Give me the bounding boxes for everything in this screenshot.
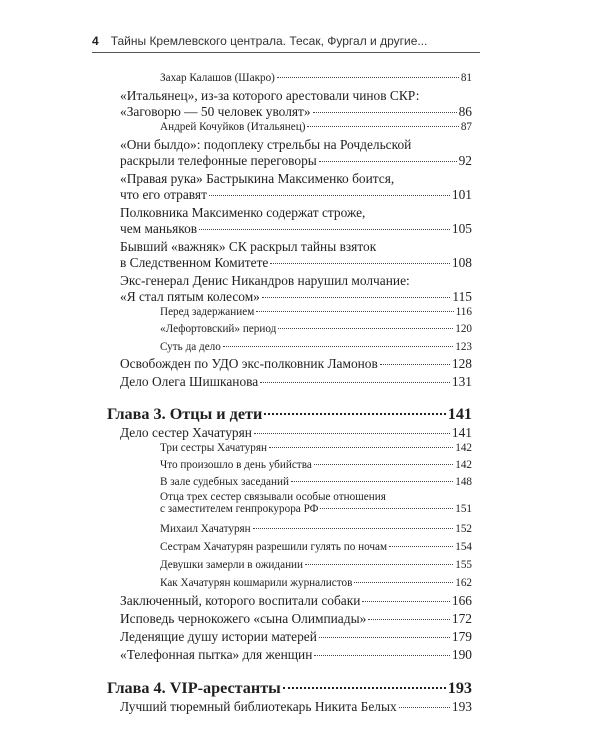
dot-leader: [320, 508, 453, 509]
toc-entry-title-line1: «Они былдо»: подоплеку стрельбы на Рочдельской: [120, 137, 412, 152]
toc-entry-title: Заключенный, которого воспитали собаки: [120, 593, 361, 608]
toc-entry-page: 120: [455, 323, 472, 335]
toc-entry[interactable]: [120, 137, 472, 169]
dot-leader: [264, 413, 445, 415]
dot-leader: [307, 126, 458, 127]
toc-entry[interactable]: [160, 306, 472, 318]
dot-leader: [314, 655, 450, 656]
toc-entry-page: 116: [455, 306, 472, 318]
toc-entry-page: 81: [460, 72, 472, 84]
dot-leader: [313, 112, 457, 113]
dot-leader: [362, 601, 450, 602]
dot-leader: [199, 229, 450, 230]
toc-entry-title: Что произошло в день убийства: [160, 459, 312, 471]
toc-entry-title-line1: Полковника Максименко содержат строже,: [120, 205, 366, 220]
toc-entry-page: 148: [455, 476, 472, 488]
dot-leader: [389, 546, 453, 547]
toc-entry[interactable]: [160, 523, 472, 535]
toc-entry-page: 87: [460, 121, 472, 133]
toc-entry-title-line1: Экс-генерал Денис Никандров нарушил молчание:: [120, 273, 410, 288]
dot-leader: [305, 564, 453, 565]
toc-entry-page: 142: [455, 442, 472, 454]
toc-entry-title: Как Хачатурян кошмарили журналистов: [160, 577, 353, 589]
toc-entry-title: раскрыли телефонные переговоры: [120, 153, 317, 168]
dot-leader: [354, 582, 453, 583]
toc-entry[interactable]: [120, 239, 472, 271]
toc-entry-page: 179: [451, 629, 472, 644]
toc-entry-title: Андрей Кочуйков (Итальянец): [160, 121, 306, 133]
toc-entry-title-line1: Отца трех сестер связывали особые отношения: [160, 491, 386, 503]
toc-entry-title: «Я стал пятым колесом»: [120, 289, 260, 304]
toc-entry-title: с заместителем генпрокурора РФ: [160, 503, 319, 515]
toc-entry[interactable]: [160, 491, 472, 515]
toc-entry-page: 86: [458, 104, 472, 119]
dot-leader: [399, 707, 450, 708]
toc-entry-page: 101: [451, 187, 472, 202]
toc-entry-title: Леденящие душу истории матерей: [120, 629, 317, 644]
toc-entry[interactable]: [160, 476, 472, 488]
toc-entry-page: 123: [455, 341, 472, 353]
toc-entry-page: 108: [451, 255, 472, 270]
dot-leader: [368, 619, 450, 620]
toc-entry[interactable]: [160, 72, 472, 84]
toc-entry[interactable]: [160, 121, 472, 133]
toc-entry[interactable]: [120, 88, 472, 120]
toc-entry-title: «Лефортовский» период: [160, 323, 277, 335]
dot-leader: [380, 364, 450, 365]
toc-entry[interactable]: [120, 699, 472, 715]
dot-leader: [278, 328, 453, 329]
toc-entry-title: «Заговорю — 50 человек уволят»: [120, 104, 311, 119]
toc-entry[interactable]: [120, 205, 472, 237]
dot-leader: [260, 382, 450, 383]
chapter-heading[interactable]: [107, 679, 472, 698]
toc-entry-title: Освобожден по УДО экс-полковник Ламонов: [120, 356, 378, 371]
toc-entry-title: в Следственном Комитете: [120, 255, 269, 270]
toc-entry[interactable]: [120, 171, 472, 203]
toc-entry-title: что его отравят: [120, 187, 207, 202]
toc-entry-title: Три сестры Хачатурян: [160, 442, 267, 454]
dot-leader: [314, 464, 453, 465]
toc-entry[interactable]: [120, 611, 472, 627]
toc-entry[interactable]: [160, 442, 472, 454]
toc-entry-title: Сестрам Хачатурян разрешили гулять по ночам: [160, 541, 388, 553]
toc-entry-page: 172: [451, 611, 472, 626]
toc-entry-page: 128: [451, 356, 472, 371]
toc-entry[interactable]: [160, 459, 472, 471]
toc-entry-title: Суть да дело: [160, 341, 221, 353]
book-title: Тайны Кремлевского централа. Тесак, Фургал и другие...: [110, 34, 428, 48]
toc-entry-title: В зале судебных заседаний: [160, 476, 289, 488]
toc-entry-page: 166: [451, 593, 472, 608]
dot-leader: [283, 687, 446, 689]
toc-entry-page: 141: [451, 425, 472, 440]
toc-entry-title: Дело Олега Шишканова: [120, 374, 259, 389]
toc-entry-title-line1: «Правая рука» Бастрыкина Максименко боится,: [120, 171, 395, 186]
chapter-heading[interactable]: [107, 405, 472, 424]
dot-leader: [319, 637, 450, 638]
dot-leader: [319, 161, 457, 162]
toc-entry[interactable]: [120, 374, 472, 390]
dot-leader: [223, 346, 453, 347]
toc-entry-page: 193: [451, 699, 472, 714]
toc-entry[interactable]: [120, 425, 472, 441]
toc-entry-page: 152: [455, 523, 472, 535]
toc-entry[interactable]: [120, 629, 472, 645]
toc-entry-page: 162: [455, 577, 472, 589]
toc-entry-title: чем маньяков: [120, 221, 198, 236]
page-number: 4: [92, 34, 99, 48]
toc-entry[interactable]: [120, 647, 472, 663]
toc-entry-page: 105: [451, 221, 472, 236]
toc-entry-page: 190: [451, 647, 472, 662]
chapter-page: 193: [447, 679, 472, 697]
dot-leader: [262, 297, 451, 298]
toc-entry-title: Исповедь чернокожего «сына Олимпиады»: [120, 611, 367, 626]
chapter-title: Глава 3. Отцы и дети: [107, 405, 263, 423]
toc-entry-title: Перед задержанием: [160, 306, 255, 318]
toc-entry-page: 131: [451, 374, 472, 389]
toc-entry-title-line1: Бывший «важняк» СК раскрыл тайны взяток: [120, 239, 377, 254]
toc-entry[interactable]: [120, 356, 472, 372]
toc-entry-title: Девушки замерли в ожидании: [160, 559, 304, 571]
toc-entry-page: 155: [455, 559, 472, 571]
toc-entry[interactable]: [120, 273, 472, 305]
toc-entry-page: 92: [458, 153, 472, 168]
toc-entry[interactable]: [160, 577, 472, 589]
toc-entry[interactable]: [160, 541, 472, 553]
toc-entry[interactable]: [160, 559, 472, 571]
toc-entry-page: 142: [455, 459, 472, 471]
dot-leader: [277, 77, 459, 78]
toc-entry-title: Захар Калашов (Шакро): [160, 72, 275, 84]
toc-entry-title: Михаил Хачатурян: [160, 523, 251, 535]
toc-entry-title: Лучший тюремный библиотекарь Никита Белых: [120, 699, 397, 714]
toc-entry-title: «Телефонная пытка» для женщин: [120, 647, 313, 662]
dot-leader: [291, 481, 453, 482]
chapter-title: Глава 4. VIP-арестанты: [107, 679, 281, 697]
toc-entry[interactable]: [160, 323, 472, 335]
toc-entry[interactable]: [160, 341, 472, 353]
dot-leader: [253, 528, 454, 529]
dot-leader: [209, 195, 450, 196]
toc-entry-title: Дело сестер Хачатурян: [120, 425, 252, 440]
toc-entry-page: 151: [455, 503, 472, 515]
toc-entry-page: 115: [452, 289, 472, 304]
toc-entry-title-line1: «Итальянец», из-за которого арестовали чинов СКР:: [120, 88, 420, 103]
dot-leader: [254, 433, 450, 434]
toc-entry-page: 154: [455, 541, 472, 553]
dot-leader: [256, 311, 453, 312]
chapter-page: 141: [447, 405, 472, 423]
toc-entry[interactable]: [120, 593, 472, 609]
dot-leader: [270, 263, 450, 264]
dot-leader: [269, 447, 453, 448]
running-header: [92, 34, 480, 53]
